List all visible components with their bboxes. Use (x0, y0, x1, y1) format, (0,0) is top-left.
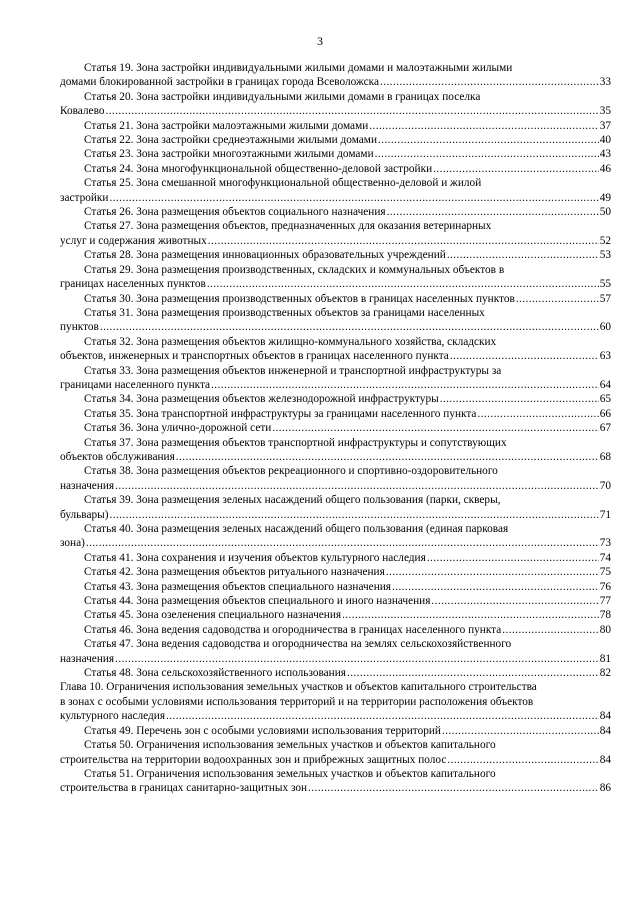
toc-entry-text: Статья 40. Зона размещения зеленых насаждений общего пользования (единая парковая (84, 523, 509, 535)
page-number: 3 (317, 34, 323, 48)
toc-entry-text: Ковалево (60, 105, 105, 118)
dot-leader (207, 277, 599, 291)
toc-entry[interactable] (60, 623, 611, 637)
toc-entry[interactable] (60, 364, 611, 393)
toc-page-number: 84 (599, 753, 611, 766)
toc-page-number: 71 (599, 508, 611, 521)
dot-leader (380, 75, 599, 89)
toc-entry[interactable] (60, 464, 611, 493)
toc-entry[interactable] (60, 767, 611, 796)
dot-leader (369, 119, 598, 133)
toc-entry[interactable] (60, 119, 611, 133)
toc-entry-text: культурного наследия (60, 710, 166, 723)
toc-entry[interactable] (60, 565, 611, 579)
toc-entry-text: Статья 37. Зона размещения объектов транспортной инфраструктуры и сопутствующих (84, 436, 507, 449)
toc-entry[interactable] (60, 392, 611, 406)
toc-entry-text: Статья 32. Зона размещения объектов жилищно-коммунального хозяйства, складских (84, 335, 497, 348)
toc-entry-text: Статья 51. Ограничения использования земельных участков и объектов капитального (84, 767, 496, 780)
toc-page-number: 78 (599, 609, 611, 622)
toc-entry-text: зона) (60, 537, 85, 550)
toc-page-number: 65 (599, 393, 611, 406)
dot-leader (115, 479, 599, 493)
toc-page-number: 75 (599, 566, 611, 579)
toc-entry[interactable] (60, 263, 611, 292)
dot-leader (442, 724, 599, 738)
toc-entry-text: Статья 34. Зона размещения объектов железнодорожной инфраструктуры (84, 393, 439, 406)
toc-entry[interactable] (60, 162, 611, 176)
toc-entry-text: назначения (60, 652, 115, 665)
toc-page-number: 84 (599, 710, 611, 723)
toc-page-number: 33 (599, 76, 611, 89)
toc-page-number: 68 (599, 450, 611, 463)
toc-entry[interactable] (60, 738, 611, 767)
toc-entry-text: Статья 50. Ограничения использования земельных участков и объектов капитального (84, 739, 496, 752)
toc-entry[interactable] (60, 219, 611, 248)
toc-entry[interactable] (60, 522, 611, 551)
toc-page-number: 80 (599, 623, 611, 636)
toc-entry[interactable] (60, 580, 611, 594)
toc-entry[interactable] (60, 637, 611, 666)
toc-entry-text: Статья 25. Зона смешанной многофункциональной общественно-деловой и жилой (84, 177, 482, 190)
toc-entry-text: Статья 44. Зона размещения объектов специального и иного назначения (84, 595, 431, 608)
toc-entry[interactable] (60, 724, 611, 738)
toc-page-number: 73 (599, 537, 611, 550)
toc-entry[interactable] (60, 176, 611, 205)
toc-entry[interactable] (60, 248, 611, 262)
toc-page-number: 84 (599, 724, 611, 737)
toc-entry[interactable] (60, 666, 611, 680)
toc-entry-text: Глава 10. Ограничения использования земельных участков и объектов капитального строительства (60, 681, 537, 694)
toc-entry-text: Статья 43. Зона размещения объектов специального назначения (84, 580, 391, 593)
toc-entry[interactable] (60, 421, 611, 435)
toc-entry-text: Статья 19. Зона застройки индивидуальными жилыми домами и малоэтажными жилыми (84, 62, 513, 74)
toc-page-number: 37 (599, 119, 611, 132)
dot-leader (347, 666, 599, 680)
toc-entry-text: Статья 47. Зона ведения садоводства и огородничества на землях сельскохозяйственного (84, 638, 512, 651)
dot-leader (208, 234, 599, 248)
toc-page-number: 46 (599, 162, 611, 175)
dot-leader (100, 320, 599, 334)
toc-entry-text: Статья 45. Зона озеленения специального назначения (84, 609, 342, 622)
dot-leader (447, 248, 599, 262)
toc-entry-text: Статья 23. Зона застройки многоэтажными жилыми домами (84, 148, 374, 161)
toc-entry-text: домами блокированной застройки в границах города Всеволожска (60, 76, 379, 89)
toc-page-number: 49 (599, 191, 611, 204)
dot-leader (109, 508, 598, 522)
toc-entry-text: Статья 49. Перечень зон с особыми условиями использования территорий (84, 724, 441, 737)
toc-page-number: 74 (599, 551, 611, 564)
dot-leader (502, 623, 598, 637)
toc-entry-text: Статья 21. Зона застройки малоэтажными жилыми домами (84, 119, 369, 132)
toc-page-number: 67 (599, 422, 611, 435)
toc-entry[interactable] (60, 335, 611, 364)
toc-entry-text: в зонах с особыми условиями использования территорий и на территории расположения объектов (60, 695, 534, 708)
dot-leader (272, 421, 598, 435)
toc-entry-text: Статья 35. Зона транспортной инфраструктуры за границами населенного пункта (84, 407, 477, 420)
toc-entry-text: строительства на территории водоохранных зон и прибрежных защитных полос (60, 753, 447, 766)
toc-entry-text: строительства в границах санитарно-защитных зон (60, 782, 308, 795)
dot-leader (378, 133, 599, 147)
dot-leader (477, 407, 598, 421)
dot-leader (375, 147, 599, 161)
toc-page-number: 55 (599, 278, 611, 291)
toc-entry-text: Статья 39. Зона размещения зеленых насаждений общего пользования (парки, скверы, (84, 494, 501, 507)
toc-entry-text: Статья 36. Зона улично-дорожной сети (84, 422, 272, 435)
toc-entry-text: застройки (60, 191, 109, 204)
toc-page-number: 66 (599, 407, 611, 420)
toc-entry-text: Статья 27. Зона размещения объектов, предназначенных для оказания ветеринарных (84, 220, 492, 233)
toc-entry[interactable] (60, 680, 611, 723)
toc-entry-text: объектов обслуживания (60, 450, 175, 463)
toc-entry[interactable] (60, 306, 611, 335)
toc-entry[interactable] (60, 205, 611, 219)
toc-entry[interactable] (60, 407, 611, 421)
toc-entry-text: объектов, инженерных и транспортных объектов в границах населенного пункта (60, 350, 449, 363)
toc-entry[interactable] (60, 436, 611, 465)
dot-leader (115, 652, 599, 666)
toc-entry[interactable] (60, 133, 611, 147)
toc-page-number: 35 (599, 105, 611, 118)
toc-entry-text: Статья 29. Зона размещения производственных, складских и коммунальных объектов в (84, 263, 505, 276)
toc-entry-text: Статья 42. Зона размещения объектов ритуального назначения (84, 566, 385, 579)
toc-entry-text: Статья 31. Зона размещения производственных объектов за границами населенных (84, 306, 485, 319)
toc-page-number: 57 (599, 292, 611, 305)
toc-entry-text: Статья 41. Зона сохранения и изучения объектов культурного наследия (84, 551, 426, 564)
toc-entry-text: Статья 26. Зона размещения объектов социального назначения (84, 206, 386, 219)
dot-leader (342, 608, 599, 622)
toc-entry[interactable] (60, 551, 611, 565)
toc-entry-text: Статья 33. Зона размещения объектов инженерной и транспортной инфраструктуры за (84, 364, 502, 377)
toc-entry-text: границах населенных пунктов (60, 278, 206, 291)
toc-page-number: 52 (599, 234, 611, 247)
toc-entry[interactable] (60, 147, 611, 161)
dot-leader (109, 191, 598, 205)
toc-page-number: 64 (599, 378, 611, 391)
dot-leader (450, 349, 599, 363)
dot-leader (392, 580, 599, 594)
toc-entry-text: назначения (60, 479, 115, 492)
toc-page-number: 43 (599, 148, 611, 161)
toc-page-number: 60 (599, 321, 611, 334)
toc-entry[interactable] (60, 90, 611, 119)
toc-page-number: 70 (599, 479, 611, 492)
dot-leader (166, 709, 599, 723)
toc-entry[interactable] (60, 61, 611, 90)
toc-entry-text: услуг и содержания животных (60, 234, 207, 247)
toc-page-number: 76 (599, 580, 611, 593)
toc-page-number: 63 (599, 350, 611, 363)
dot-leader (211, 378, 599, 392)
toc-page-number: 53 (599, 249, 611, 262)
toc-entry-text: Статья 38. Зона размещения объектов рекреационного и спортивно-оздоровительного (84, 465, 498, 478)
toc-page-number: 86 (599, 782, 611, 795)
dot-leader (447, 753, 598, 767)
toc-entry-text: пунктов (60, 321, 99, 334)
toc-page-number: 50 (599, 206, 611, 219)
toc-entry-text: Статья 24. Зона многофункциональной общественно-деловой застройки (84, 162, 433, 175)
toc-entry-text: Статья 22. Зона застройки среднеэтажными жилыми домами (84, 134, 377, 147)
dot-leader (516, 292, 599, 306)
table-of-contents (60, 61, 611, 796)
dot-leader (176, 450, 599, 464)
dot-leader (440, 392, 599, 406)
toc-entry-text: Статья 20. Зона застройки индивидуальными жилыми домами в границах поселка (84, 90, 481, 103)
toc-entry[interactable] (60, 493, 611, 522)
toc-page-number: 81 (599, 652, 611, 665)
dot-leader (105, 104, 598, 118)
toc-entry-text: бульвары) (60, 508, 109, 521)
toc-entry-text: границами населенного пункта (60, 378, 211, 391)
toc-entry-text: Статья 46. Зона ведения садоводства и огородничества в границах населенного пункта (84, 623, 502, 636)
toc-entry[interactable] (60, 292, 611, 306)
toc-page-number: 40 (599, 134, 611, 147)
toc-page-number: 82 (599, 667, 611, 680)
dot-leader (386, 565, 599, 579)
toc-entry-text: Статья 48. Зона сельскохозяйственного использования (84, 667, 346, 680)
dot-leader (387, 205, 599, 219)
toc-entry-text: Статья 30. Зона размещения производственных объектов в границах населенных пунктов (84, 292, 515, 305)
dot-leader (308, 781, 599, 795)
dot-leader (433, 162, 599, 176)
dot-leader (427, 551, 599, 565)
dot-leader (431, 594, 598, 608)
toc-entry[interactable] (60, 608, 611, 622)
toc-entry[interactable] (60, 594, 611, 608)
toc-page-number: 77 (599, 595, 611, 608)
dot-leader (86, 536, 599, 550)
toc-entry-text: Статья 28. Зона размещения инновационных образовательных учреждений (84, 249, 446, 262)
